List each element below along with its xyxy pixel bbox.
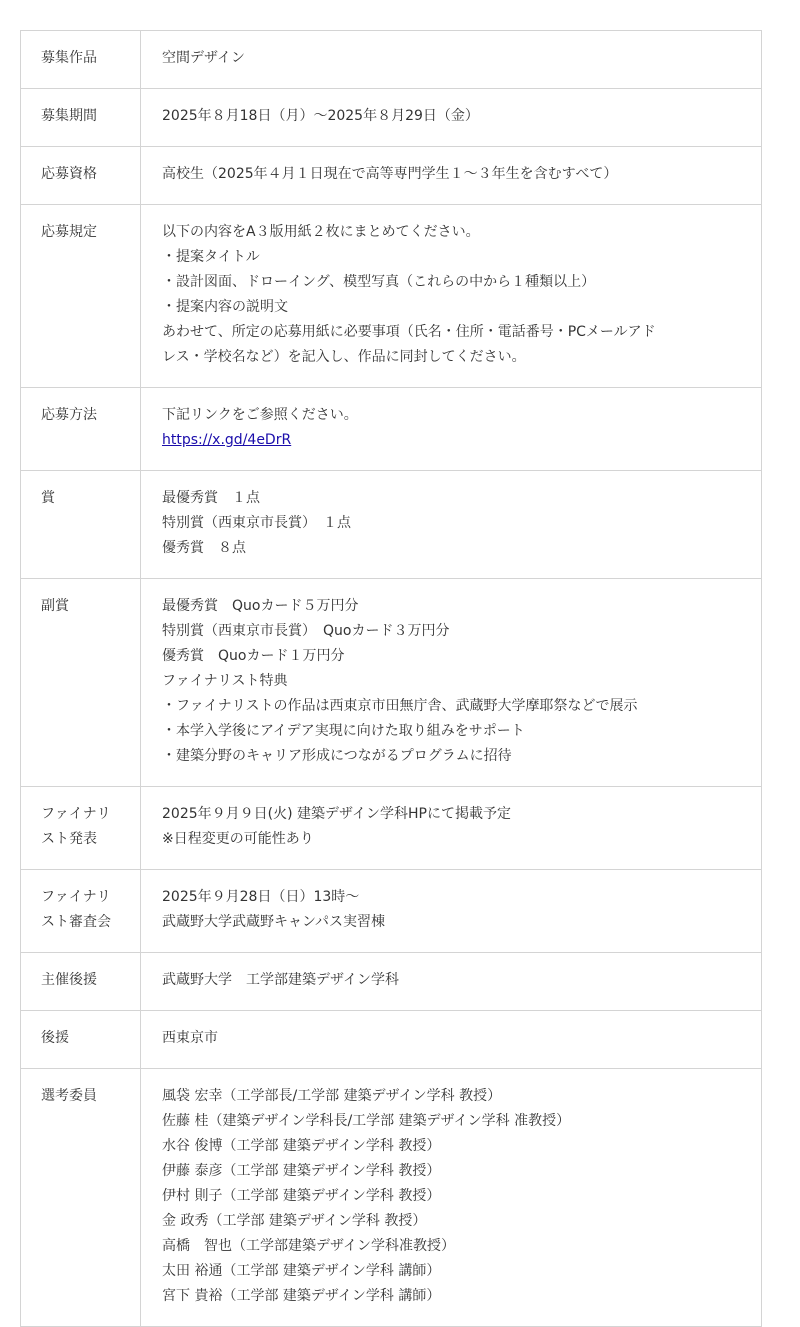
content-line: ・設計図面、ドローイング、模型写真（これらの中から１種類以上） <box>162 274 596 290</box>
content-line: 太田 裕通（工学部 建築デザイン学科 講師） <box>162 1263 441 1279</box>
content-line: 武蔵野大学 工学部建築デザイン学科 <box>162 972 400 988</box>
row-content <box>141 147 762 205</box>
content-line: 最優秀賞 Quoカード５万円分 <box>162 598 359 614</box>
row-label: 賞 <box>21 471 141 579</box>
row-content <box>141 953 762 1011</box>
content-line: 優秀賞 Quoカード１万円分 <box>162 648 345 664</box>
content-line: ・提案内容の説明文 <box>162 299 288 315</box>
row-content <box>141 787 762 870</box>
table-row <box>21 205 762 388</box>
content-line: ファイナリスト特典 <box>162 673 288 689</box>
row-label: ファイナリスト審査会 <box>21 870 141 953</box>
row-label: 応募資格 <box>21 147 141 205</box>
row-label: 募集作品 <box>21 31 141 89</box>
content-line: 金 政秀（工学部 建築デザイン学科 教授） <box>162 1213 427 1229</box>
row-label: 主催後援 <box>21 953 141 1011</box>
row-content <box>141 205 762 388</box>
application-link[interactable]: https://x.gd/4eDrR <box>162 432 292 448</box>
row-label: 副賞 <box>21 579 141 787</box>
content-line: ・本学入学後にアイデア実現に向けた取り組みをサポート <box>162 723 525 739</box>
content-line: 武蔵野大学武蔵野キャンパス実習棟 <box>162 914 386 930</box>
content-line: 宮下 貴裕（工学部 建築デザイン学科 講師） <box>162 1288 441 1304</box>
content-line: ・提案タイトル <box>162 249 260 265</box>
row-content <box>141 31 762 89</box>
content-line: 伊村 則子（工学部 建築デザイン学科 教授） <box>162 1188 441 1204</box>
content-line: 下記リンクをご参照ください。 <box>162 407 358 423</box>
content-line: 高校生（2025年４月１日現在で高等専門学生１～３年生を含むすべて） <box>162 166 618 182</box>
content-line: あわせて、所定の応募用紙に必要事項（氏名・住所・電話番号・PCメールアド <box>162 324 656 340</box>
row-label: 募集期間 <box>21 89 141 147</box>
row-content <box>141 388 762 471</box>
table-row <box>21 471 762 579</box>
content-line: ・建築分野のキャリア形成につながるプログラムに招待 <box>162 748 512 764</box>
content-line: 2025年８月18日（月）～2025年８月29日（金） <box>162 108 479 124</box>
content-line: 西東京市 <box>162 1030 218 1046</box>
content-line: 2025年９月９日(火) 建築デザイン学科HPにて掲載予定 <box>162 806 511 822</box>
row-content <box>141 471 762 579</box>
table-row <box>21 870 762 953</box>
content-line: 風袋 宏幸（工学部長/工学部 建築デザイン学科 教授） <box>162 1088 502 1104</box>
content-line: 高橋 智也（工学部建築デザイン学科准教授） <box>162 1238 456 1254</box>
table-row <box>21 579 762 787</box>
info-table-container <box>20 30 762 1327</box>
info-table <box>20 30 762 1327</box>
row-content <box>141 1069 762 1327</box>
table-row <box>21 953 762 1011</box>
content-line: 伊藤 泰彦（工学部 建築デザイン学科 教授） <box>162 1163 441 1179</box>
content-line <box>162 428 741 453</box>
row-content <box>141 579 762 787</box>
content-line: ※日程変更の可能性あり <box>162 831 314 847</box>
content-line: 以下の内容をA３版用紙２枚にまとめてください。 <box>162 224 480 240</box>
row-label: 選考委員 <box>21 1069 141 1327</box>
table-row <box>21 89 762 147</box>
content-line: 特別賞（西東京市長賞） １点 <box>162 515 351 531</box>
table-row <box>21 787 762 870</box>
table-row <box>21 1011 762 1069</box>
row-label: 応募方法 <box>21 388 141 471</box>
content-line: 優秀賞 ８点 <box>162 540 246 556</box>
row-content <box>141 89 762 147</box>
content-line: 特別賞（西東京市長賞） Quoカード３万円分 <box>162 623 450 639</box>
content-line: 佐藤 桂（建築デザイン学科長/工学部 建築デザイン学科 准教授） <box>162 1113 571 1129</box>
content-line: ・ファイナリストの作品は西東京市田無庁舎、武蔵野大学摩耶祭などで展示 <box>162 698 638 714</box>
info-table-body <box>21 31 762 1327</box>
content-line: 2025年９月28日（日）13時～ <box>162 889 360 905</box>
row-content <box>141 870 762 953</box>
row-label: 応募規定 <box>21 205 141 388</box>
table-row <box>21 147 762 205</box>
content-line: 最優秀賞 １点 <box>162 490 260 506</box>
content-line: 水谷 俊博（工学部 建築デザイン学科 教授） <box>162 1138 441 1154</box>
row-content <box>141 1011 762 1069</box>
content-line: 空間デザイン <box>162 50 246 66</box>
content-line: レス・学校名など）を記入し、作品に同封してください。 <box>162 349 526 365</box>
table-row <box>21 31 762 89</box>
table-row <box>21 388 762 471</box>
table-row <box>21 1069 762 1327</box>
row-label: 後援 <box>21 1011 141 1069</box>
row-label: ファイナリスト発表 <box>21 787 141 870</box>
